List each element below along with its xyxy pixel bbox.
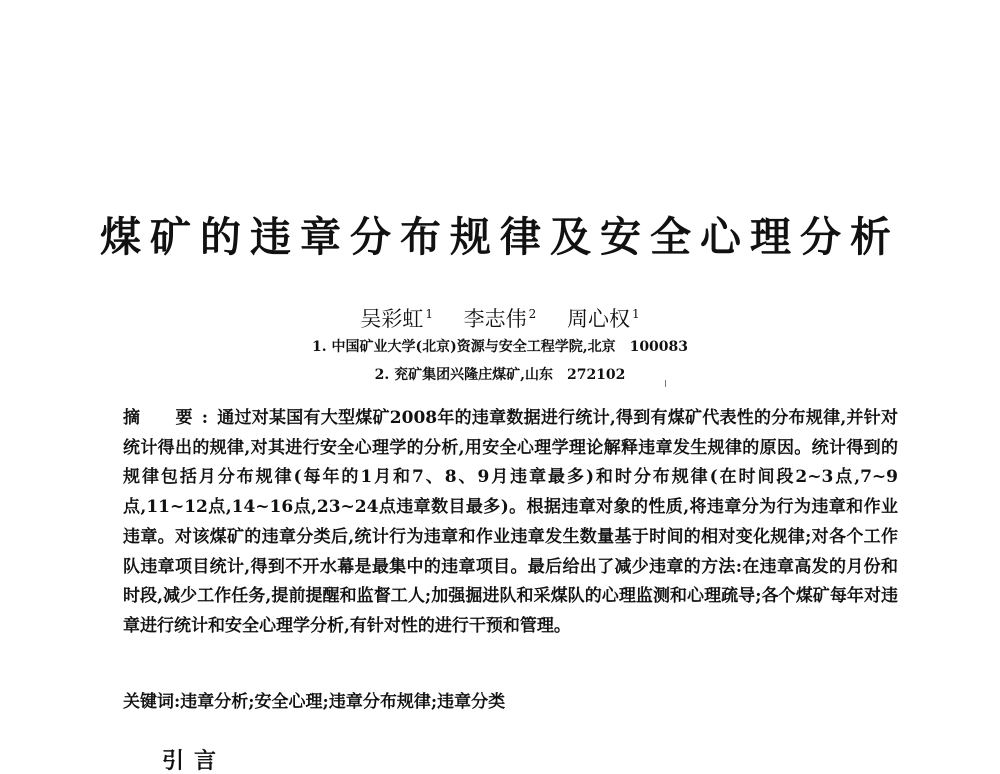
abstract bbox=[123, 404, 898, 642]
author-affiliation-mark: 2 bbox=[528, 307, 537, 321]
abstract-label: 摘 要: bbox=[123, 408, 218, 428]
paper-title: 煤矿的违章分布规律及安全心理分析 bbox=[100, 213, 900, 261]
scan-mark bbox=[665, 380, 666, 387]
affiliation-2: 2. 兖矿集团兴隆庄煤矿,山东 272102 bbox=[374, 367, 626, 383]
author-2 bbox=[464, 300, 537, 333]
affiliation-1: 1. 中国矿业大学(北京)资源与安全工程学院,北京 100083 bbox=[311, 339, 689, 355]
keywords-label: 关键词: bbox=[123, 692, 181, 712]
author-affiliation-mark: 1 bbox=[425, 307, 433, 321]
author-name: 周心权 bbox=[567, 307, 630, 331]
author-1 bbox=[360, 300, 433, 333]
abstract-text: 通过对某国有大型煤矿2008年的违章数据进行统计,得到有煤矿代表性的分布规律,并针对统计得出的规律,对其进行安全心理学的分析,用安全心理学理论解释违章发生规律的原因。统计得到的规律包括月分布规律(每年的1月和7、8、9月违章最多)和时分布规律(在时间段2~3点,7~9点,11~12点,14~16点,23~24点违章数目最多)。根据违章对象的性质,将违章分为行为违章和作业违章。对该煤矿的违章分类后,统计行为违章和作业违章发生数量基于时间的相对变化规律;对各个工作队违章项目统计,得到不开水幕是最集中的违章项目。最后给出了减少违章的方法:在违章高发的月份和时段,减少工作任务,提前提醒和监督工人;加强掘进队和采煤队的心理监测和心理疏导;各个煤矿每年对违章进行统计和安全心理学分析,有针对性的进行干预和管理。 bbox=[123, 408, 898, 636]
keywords bbox=[123, 688, 898, 716]
author-3 bbox=[567, 300, 640, 333]
keywords-text: 违章分析;安全心理;违章分布规律;违章分类 bbox=[180, 692, 506, 712]
author-name: 李志伟 bbox=[463, 307, 527, 331]
author-name: 吴彩虹 bbox=[360, 307, 424, 331]
author-affiliation-mark: 1 bbox=[632, 307, 640, 321]
author-list bbox=[0, 300, 1000, 333]
section-heading-cut: 引言 bbox=[162, 748, 227, 774]
